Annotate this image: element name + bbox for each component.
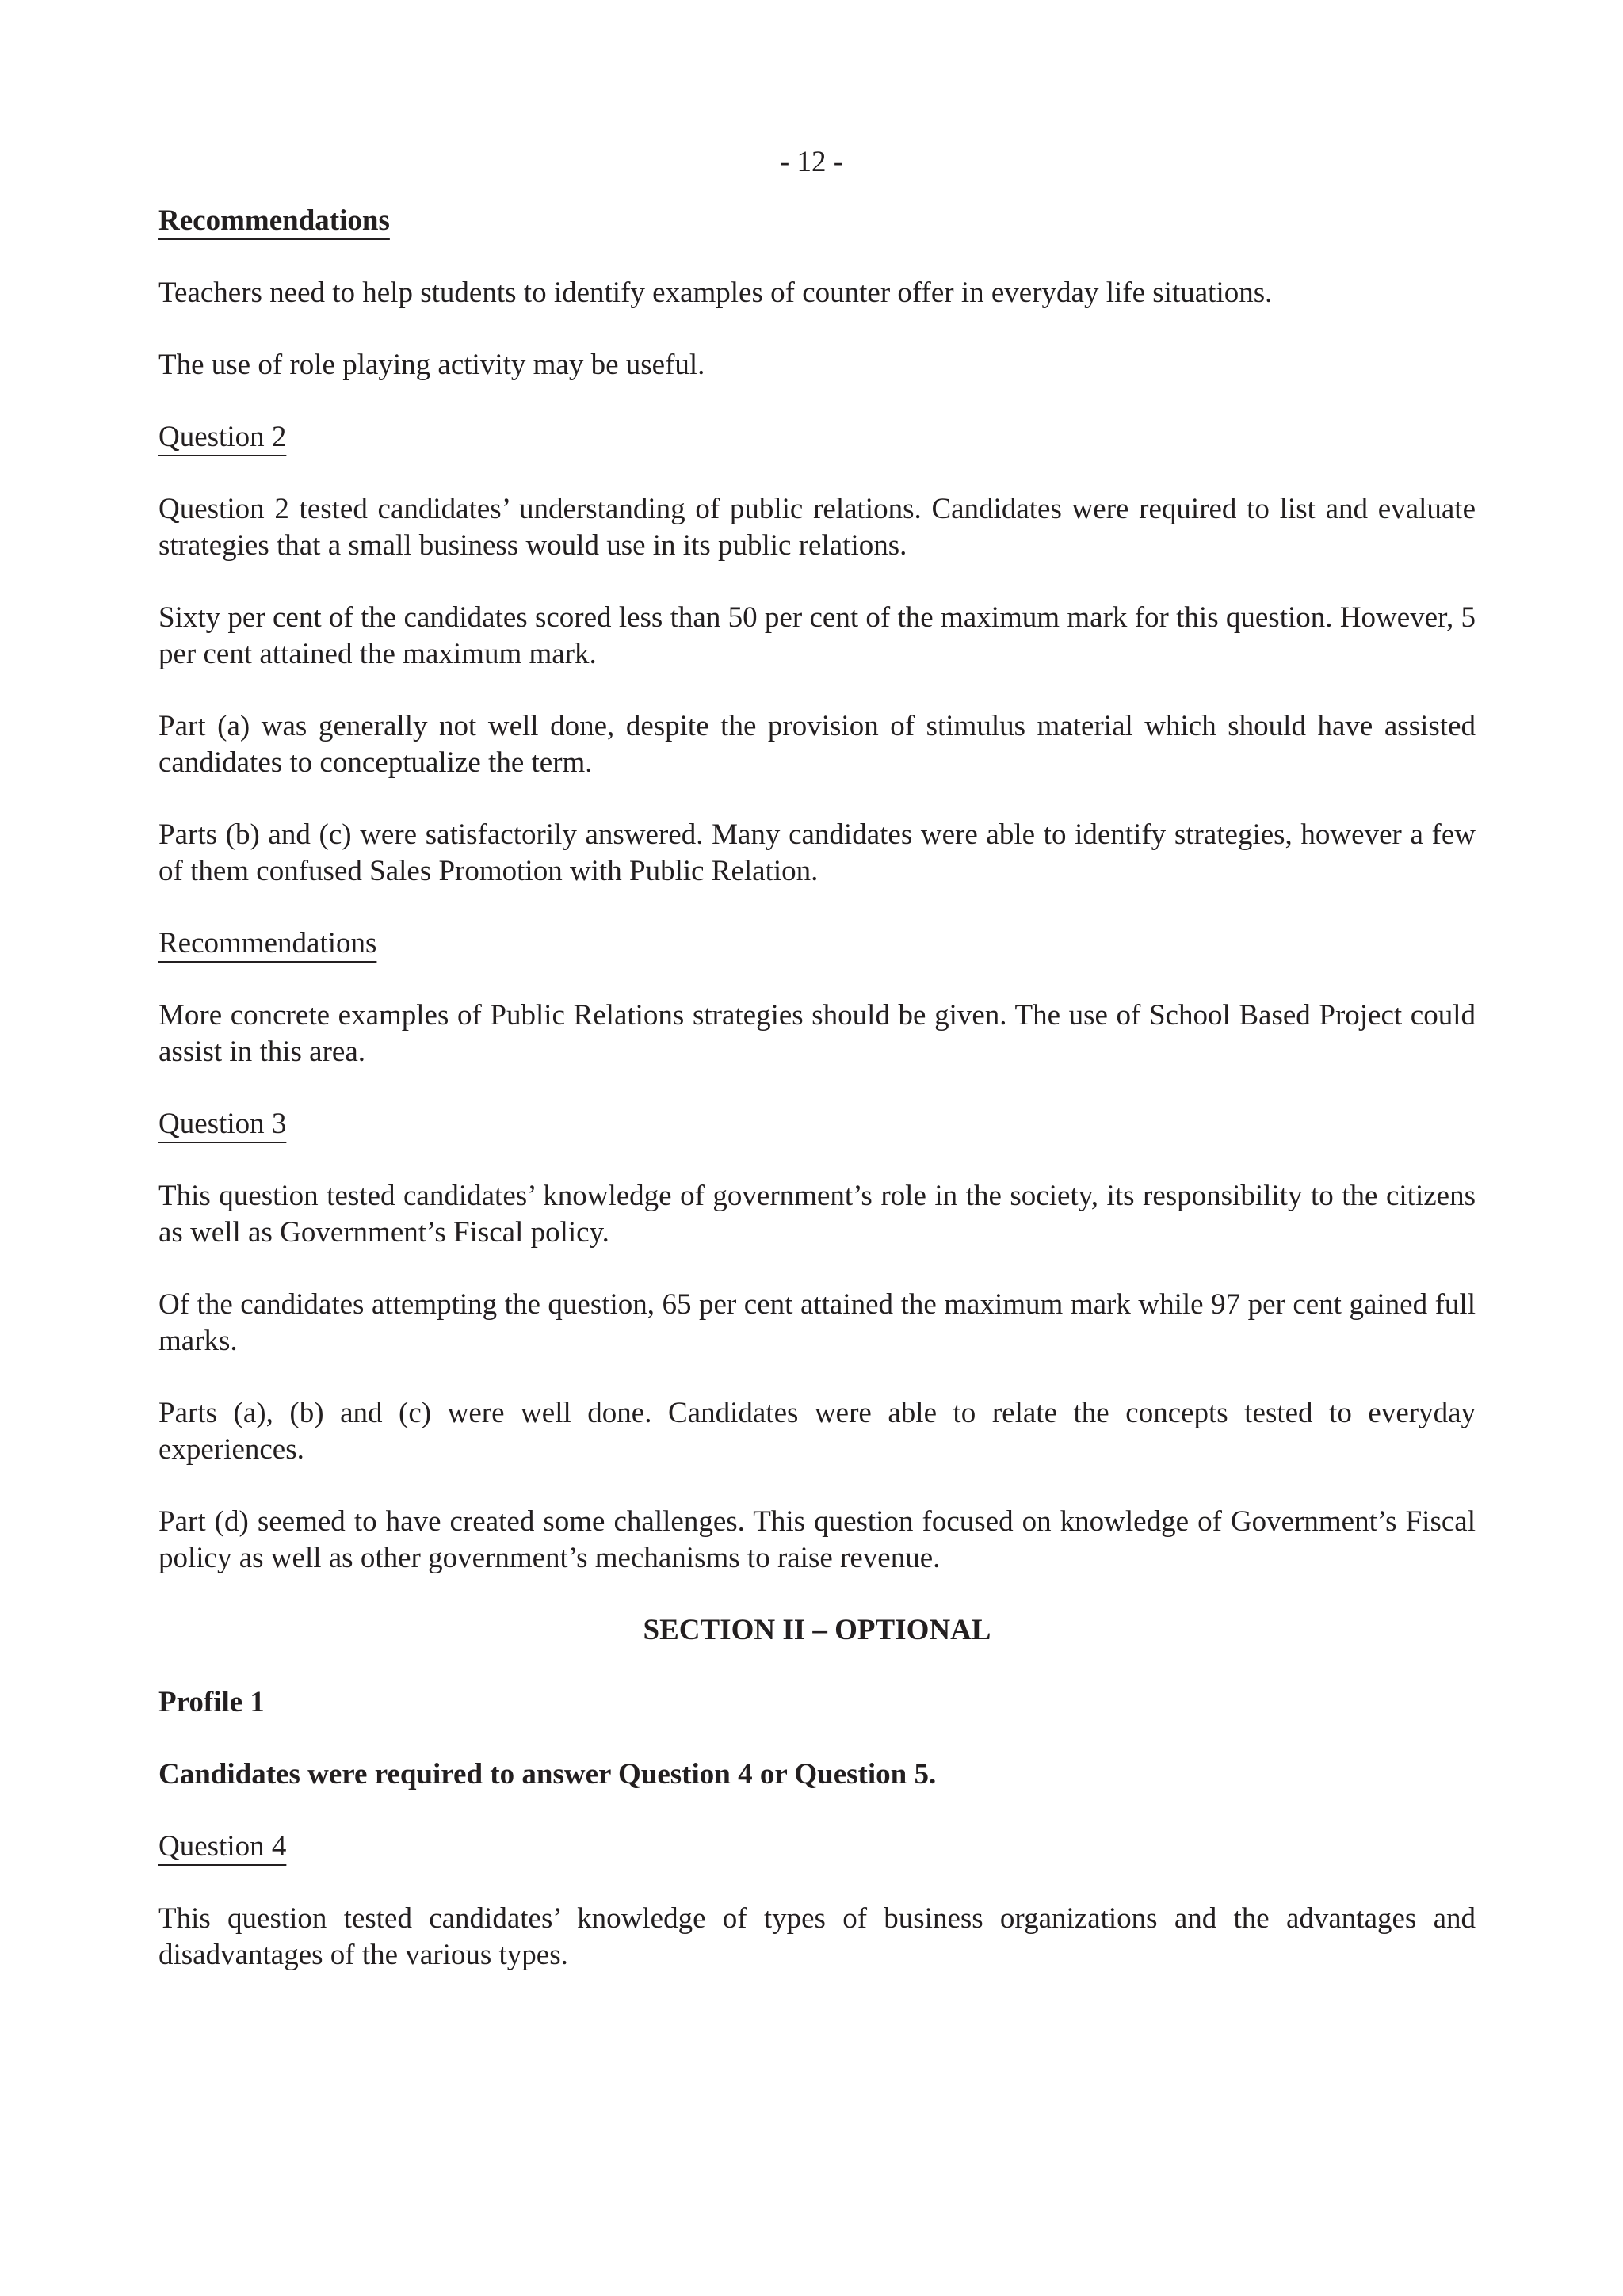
page-number: - 12 - [779, 146, 844, 178]
paragraph-q2-part-a: Part (a) was generally not well done, despite the provision of stimulus material which should have assisted candidates to conceptualize the term. [158, 710, 1476, 779]
question-3-heading: Question 3 [158, 1108, 287, 1140]
paragraph-q2-tested: Question 2 tested candidates’ understanding of public relations. Candidates were required to list and evaluate strategies that a small business would use in its public relations. [158, 493, 1476, 562]
paragraph-q3-parts-a-b-c: Parts (a), (b) and (c) were well done. Candidates were able to relate the concepts tested to everyday experiences. [158, 1397, 1476, 1466]
recommendations-heading-1: Recommendations [158, 204, 390, 237]
paragraph-pr-examples: More concrete examples of Public Relations strategies should be given. The use of School Based Project could assist in this area. [158, 999, 1476, 1068]
paragraph-q3-attempting: Of the candidates attempting the question, 65 per cent attained the maximum mark while 97 per cent gained full marks. [158, 1288, 1476, 1357]
instruction-heading: Candidates were required to answer Question 4 or Question 5. [158, 1758, 937, 1791]
paragraph-q3-part-d: Part (d) seemed to have created some challenges. This question focused on knowledge of Government’s Fiscal policy as well as other government’s mechanisms to raise revenue. [158, 1505, 1476, 1574]
paragraph-q3-tested: This question tested candidates’ knowledge of government’s role in the society, its responsibility to the citizens as well as Government’s Fiscal policy. [158, 1180, 1476, 1249]
paragraph-q2-parts-b-c: Parts (b) and (c) were satisfactorily answered. Many candidates were able to identify strategies, however a few of them confused Sales Promotion with Public Relation. [158, 818, 1476, 887]
paragraph-q4-tested: This question tested candidates’ knowledge of types of business organizations and the advantages and disadvantages of the various types. [158, 1902, 1476, 1971]
paragraph-counter-offer: Teachers need to help students to identify examples of counter offer in everyday life situations. [158, 277, 1273, 309]
question-4-heading: Question 4 [158, 1830, 287, 1863]
recommendations-heading-2: Recommendations [158, 927, 377, 959]
question-2-heading: Question 2 [158, 421, 287, 453]
document-body [158, 203, 1476, 1974]
paragraph-q2-sixty-percent: Sixty per cent of the candidates scored less than 50 per cent of the maximum mark for this question. However, 5 per cent attained the maximum mark. [158, 601, 1476, 670]
profile-1-heading: Profile 1 [158, 1686, 265, 1718]
paragraph-role-playing: The use of role playing activity may be useful. [158, 349, 705, 381]
section-ii-title: SECTION II – OPTIONAL [643, 1614, 991, 1646]
